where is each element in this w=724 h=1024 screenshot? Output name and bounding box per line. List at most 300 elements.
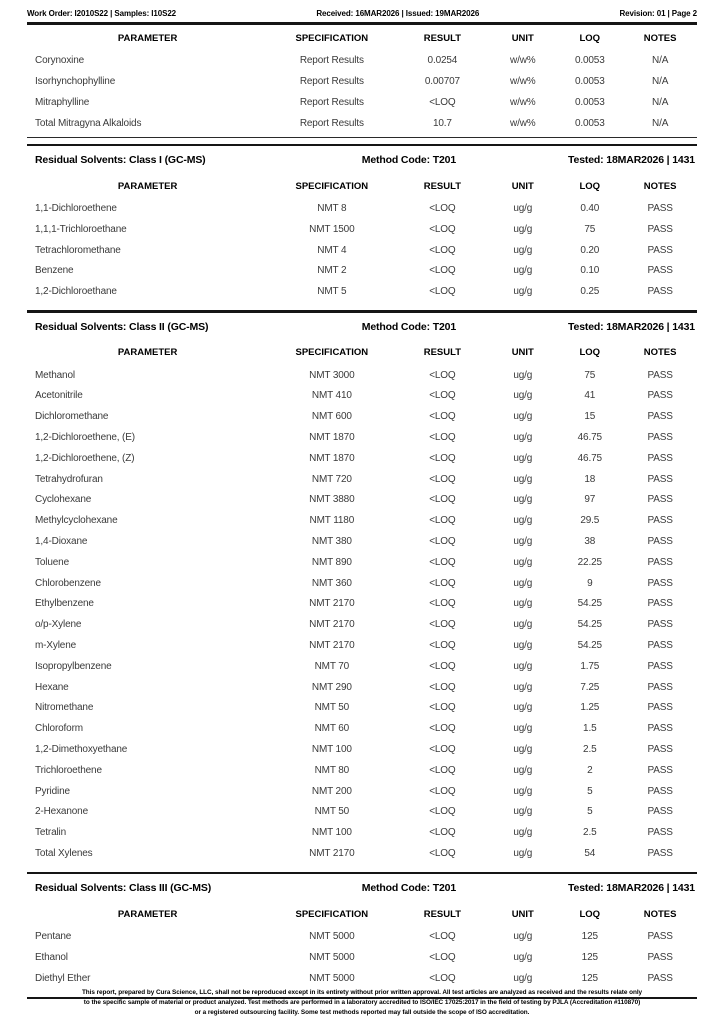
result-cell: <LOQ — [429, 702, 456, 714]
table-row — [27, 822, 697, 843]
notes-cell: PASS — [647, 452, 673, 464]
loq-cell: 54.25 — [577, 639, 602, 651]
notes-cell: PASS — [647, 619, 673, 631]
table-row — [27, 843, 697, 864]
result-cell: <LOQ — [429, 681, 456, 693]
specification-cell: NMT 2170 — [309, 598, 355, 610]
notes-cell: PASS — [647, 702, 673, 714]
unit-cell: ug/g — [513, 535, 533, 547]
notes-cell: PASS — [647, 515, 673, 527]
loq-cell: 97 — [584, 494, 596, 506]
loq-cell: 0.25 — [580, 286, 600, 298]
unit-cell: ug/g — [513, 681, 533, 693]
result-cell: <LOQ — [429, 390, 456, 402]
section-header — [27, 313, 697, 341]
table-row — [27, 760, 697, 781]
specification-cell: NMT 8 — [317, 203, 347, 215]
parameter-cell: Tetrachloromethane — [35, 244, 121, 256]
notes-cell: PASS — [647, 556, 673, 568]
result-cell: <LOQ — [429, 452, 456, 464]
table-row — [27, 510, 697, 531]
specification-cell: NMT 2170 — [309, 847, 355, 859]
column-header-specification: SPECIFICATION — [295, 180, 369, 192]
table-body — [27, 365, 697, 864]
unit-cell: ug/g — [513, 598, 533, 610]
loq-cell: 15 — [584, 411, 596, 423]
notes-cell: PASS — [647, 681, 673, 693]
result-cell: <LOQ — [429, 806, 456, 818]
specification-cell: NMT 200 — [311, 785, 352, 797]
unit-cell: ug/g — [513, 223, 533, 235]
result-cell: <LOQ — [429, 785, 456, 797]
notes-cell: PASS — [647, 598, 673, 610]
table-row — [27, 261, 697, 282]
notes-cell: PASS — [647, 369, 673, 381]
loq-cell: 125 — [581, 951, 598, 963]
result-cell: <LOQ — [429, 515, 456, 527]
loq-cell: 18 — [584, 473, 596, 485]
unit-cell: ug/g — [513, 556, 533, 568]
unit-cell: ug/g — [513, 702, 533, 714]
unit-cell: ug/g — [513, 452, 533, 464]
result-cell: <LOQ — [429, 535, 456, 547]
loq-cell: 0.0053 — [574, 117, 605, 129]
column-header-specification: SPECIFICATION — [295, 33, 369, 44]
loq-cell: 54.25 — [577, 598, 602, 610]
column-header-specification: SPECIFICATION — [295, 347, 369, 359]
specification-cell: NMT 100 — [311, 743, 352, 755]
table-row — [27, 677, 697, 698]
column-header-notes: NOTES — [643, 908, 677, 920]
footer-disclaimer-line: This report, prepared by Cura Science, LLC, shall not be reproduced except in its entirety without prior written approval. All test articles are analyzed as received and the results relate only — [81, 989, 643, 997]
unit-cell: ug/g — [513, 203, 533, 215]
unit-cell: ug/g — [513, 390, 533, 402]
result-cell: <LOQ — [429, 431, 456, 443]
result-cell: 10.7 — [432, 117, 452, 129]
notes-cell: PASS — [647, 265, 673, 277]
column-header-result: RESULT — [423, 33, 462, 44]
loq-cell: 22.25 — [577, 556, 602, 568]
notes-cell: PASS — [647, 723, 673, 735]
notes-cell: PASS — [647, 972, 673, 984]
specification-cell: NMT 360 — [311, 577, 352, 589]
result-cell: <LOQ — [429, 660, 456, 672]
unit-cell: w/w% — [510, 76, 536, 88]
loq-cell: 125 — [581, 972, 598, 984]
specification-cell: NMT 3000 — [309, 369, 355, 381]
specification-cell: NMT 2170 — [309, 639, 355, 651]
table-row — [27, 489, 697, 510]
loq-cell: 0.0053 — [574, 96, 605, 108]
notes-cell: PASS — [647, 203, 673, 215]
loq-cell: 2 — [587, 764, 593, 776]
unit-cell: ug/g — [513, 286, 533, 298]
column-header-row — [27, 341, 697, 365]
unit-cell: ug/g — [513, 827, 533, 839]
column-header-row — [27, 174, 697, 198]
table-row — [27, 593, 697, 614]
result-cell: <LOQ — [429, 369, 456, 381]
loq-cell: 2.5 — [583, 743, 597, 755]
method-code: Method Code: T201 — [361, 154, 457, 167]
table-row — [27, 427, 697, 448]
table-row — [27, 739, 697, 760]
parameter-cell: Chlorobenzene — [35, 577, 101, 589]
parameter-cell: Corynoxine — [35, 55, 85, 67]
unit-cell: ug/g — [513, 660, 533, 672]
column-header-unit: UNIT — [511, 908, 534, 920]
table-row — [27, 469, 697, 490]
unit-cell: ug/g — [513, 265, 533, 277]
page-footer — [12, 988, 712, 1018]
specification-cell: Report Results — [299, 55, 364, 67]
unit-cell: ug/g — [513, 972, 533, 984]
loq-cell: 54.25 — [577, 619, 602, 631]
parameter-cell: Diethyl Ether — [35, 972, 91, 984]
parameter-cell: Mitraphylline — [35, 96, 90, 108]
revision-page-number: Revision: 01 | Page 2 — [619, 9, 697, 18]
received-issued-dates: Received: 16MAR2026 | Issued: 19MAR2026 — [316, 9, 480, 18]
column-header-result: RESULT — [423, 180, 462, 192]
column-header-row — [27, 902, 697, 926]
table-row — [27, 219, 697, 240]
specification-cell: Report Results — [299, 76, 364, 88]
notes-cell: PASS — [647, 244, 673, 256]
parameter-cell: Cyclohexane — [35, 494, 92, 506]
column-header-parameter: PARAMETER — [117, 180, 178, 192]
table-row — [27, 781, 697, 802]
unit-cell: ug/g — [513, 369, 533, 381]
specification-cell: NMT 380 — [311, 535, 352, 547]
unit-cell: ug/g — [513, 764, 533, 776]
table-row — [27, 113, 697, 134]
result-cell: <LOQ — [429, 827, 456, 839]
result-cell: <LOQ — [429, 577, 456, 589]
section-title: Residual Solvents: Class II (GC-MS) — [35, 320, 209, 333]
loq-cell: 29.5 — [580, 515, 600, 527]
column-header-unit: UNIT — [511, 347, 534, 359]
unit-cell: ug/g — [513, 951, 533, 963]
column-header-result: RESULT — [423, 347, 462, 359]
column-header-loq: LOQ — [579, 33, 601, 44]
unit-cell: ug/g — [513, 619, 533, 631]
page-header — [27, 0, 697, 22]
loq-cell: 41 — [584, 390, 596, 402]
result-cell: 0.00707 — [424, 76, 460, 88]
specification-cell: NMT 1870 — [309, 452, 355, 464]
notes-cell: N/A — [652, 55, 669, 67]
parameter-cell: Isopropylbenzene — [35, 660, 112, 672]
parameter-cell: Ethanol — [35, 951, 68, 963]
unit-cell: ug/g — [513, 577, 533, 589]
loq-cell: 0.40 — [580, 203, 600, 215]
loq-cell: 1.75 — [580, 660, 600, 672]
parameter-cell: 1,2-Dichloroethene, (Z) — [35, 452, 135, 464]
table-row — [27, 406, 697, 427]
loq-cell: 0.10 — [580, 265, 600, 277]
parameter-cell: Acetonitrile — [35, 390, 83, 402]
table-row — [27, 718, 697, 739]
tested-datetime: Tested: 18MAR2026 | 1431 — [568, 154, 695, 167]
result-cell: <LOQ — [429, 847, 456, 859]
unit-cell: w/w% — [510, 55, 536, 67]
column-header-parameter: PARAMETER — [117, 33, 178, 44]
loq-cell: 1.5 — [583, 723, 597, 735]
notes-cell: PASS — [647, 390, 673, 402]
result-cell: <LOQ — [429, 972, 456, 984]
section-title: Residual Solvents: Class I (GC-MS) — [35, 154, 206, 167]
table-row — [27, 697, 697, 718]
result-cell: <LOQ — [429, 619, 456, 631]
unit-cell: ug/g — [513, 847, 533, 859]
footer-disclaimer-line: or a registered outsourcing facility. Some test methods reported may fall outside the scope of ISO accreditation. — [194, 1009, 530, 1017]
column-header-notes: NOTES — [643, 180, 677, 192]
loq-cell: 125 — [581, 931, 598, 943]
loq-cell: 46.75 — [577, 452, 602, 464]
section-header — [27, 874, 697, 902]
column-header-notes: NOTES — [643, 347, 677, 359]
parameter-cell: Total Xylenes — [35, 847, 93, 859]
work-order-samples: Work Order: I2010S22 | Samples: I10S22 — [27, 9, 177, 18]
loq-cell: 75 — [584, 369, 596, 381]
unit-cell: ug/g — [513, 473, 533, 485]
unit-cell: ug/g — [513, 723, 533, 735]
parameter-cell: Benzene — [35, 265, 74, 277]
specification-cell: Report Results — [299, 96, 364, 108]
table-row — [27, 614, 697, 635]
table-row — [27, 385, 697, 406]
unit-cell: ug/g — [513, 743, 533, 755]
unit-cell: ug/g — [513, 639, 533, 651]
table-row — [27, 281, 697, 302]
specification-cell: NMT 290 — [311, 681, 352, 693]
specification-cell: NMT 4 — [317, 244, 347, 256]
specification-cell: NMT 50 — [314, 702, 350, 714]
loq-cell: 2.5 — [583, 827, 597, 839]
result-cell: <LOQ — [429, 723, 456, 735]
table-row — [27, 71, 697, 92]
notes-cell: PASS — [647, 660, 673, 672]
parameter-cell: Methylcyclohexane — [35, 515, 118, 527]
notes-cell: PASS — [647, 411, 673, 423]
table-row — [27, 947, 697, 968]
loq-cell: 0.20 — [580, 244, 600, 256]
section-title: Residual Solvents: Class III (GC-MS) — [35, 882, 212, 895]
notes-cell: PASS — [647, 806, 673, 818]
parameter-cell: m-Xylene — [35, 639, 77, 651]
table-row — [27, 968, 697, 989]
specification-cell: NMT 5000 — [309, 931, 355, 943]
notes-cell: PASS — [647, 743, 673, 755]
loq-cell: 9 — [587, 577, 593, 589]
unit-cell: ug/g — [513, 494, 533, 506]
specification-cell: NMT 60 — [314, 723, 350, 735]
column-header-unit: UNIT — [511, 180, 534, 192]
parameter-cell: Total Mitragyna Alkaloids — [35, 117, 142, 129]
table-row — [27, 448, 697, 469]
result-cell: <LOQ — [429, 556, 456, 568]
notes-cell: PASS — [647, 494, 673, 506]
section-header — [27, 146, 697, 174]
method-code: Method Code: T201 — [361, 320, 457, 333]
specification-cell: NMT 5 — [317, 286, 347, 298]
table-body — [27, 198, 697, 302]
column-header-unit: UNIT — [511, 33, 534, 44]
specification-cell: NMT 5000 — [309, 951, 355, 963]
result-cell: <LOQ — [429, 743, 456, 755]
table-row — [27, 552, 697, 573]
parameter-cell: Methanol — [35, 369, 75, 381]
parameter-cell: Ethylbenzene — [35, 598, 94, 610]
parameter-cell: Dichloromethane — [35, 411, 109, 423]
column-header-loq: LOQ — [579, 908, 601, 920]
loq-cell: 46.75 — [577, 431, 602, 443]
column-header-notes: NOTES — [643, 33, 677, 44]
column-header-loq: LOQ — [579, 347, 601, 359]
loq-cell: 75 — [584, 223, 596, 235]
result-cell: <LOQ — [429, 951, 456, 963]
notes-cell: PASS — [647, 431, 673, 443]
unit-cell: ug/g — [513, 431, 533, 443]
notes-cell: PASS — [647, 931, 673, 943]
table-row — [27, 926, 697, 947]
unit-cell: ug/g — [513, 515, 533, 527]
method-code: Method Code: T201 — [361, 882, 457, 895]
specification-cell: NMT 1870 — [309, 431, 355, 443]
tested-datetime: Tested: 18MAR2026 | 1431 — [568, 320, 695, 333]
parameter-cell: Pyridine — [35, 785, 70, 797]
unit-cell: ug/g — [513, 785, 533, 797]
column-header-loq: LOQ — [579, 180, 601, 192]
table-row — [27, 573, 697, 594]
footer-disclaimer-line: to the specific sample of material or product analyzed. Test methods are performed in a laboratory accredited to ISO/IEC 17025:2017 in the field of testing by PJLA (Accreditation #110870) — [83, 999, 641, 1007]
unit-cell: w/w% — [510, 117, 536, 129]
parameter-cell: 2-Hexanone — [35, 806, 88, 818]
specification-cell: NMT 2170 — [309, 619, 355, 631]
parameter-cell: Isorhynchophylline — [35, 76, 116, 88]
loq-cell: 5 — [587, 785, 593, 797]
results-section — [27, 310, 697, 872]
parameter-cell: Toluene — [35, 556, 69, 568]
notes-cell: N/A — [652, 96, 669, 108]
notes-cell: PASS — [647, 473, 673, 485]
loq-cell: 7.25 — [580, 681, 600, 693]
unit-cell: ug/g — [513, 806, 533, 818]
notes-cell: PASS — [647, 639, 673, 651]
table-row — [27, 365, 697, 386]
column-header-result: RESULT — [423, 908, 462, 920]
column-header-parameter: PARAMETER — [117, 347, 178, 359]
notes-cell: PASS — [647, 223, 673, 235]
parameter-cell: Nitromethane — [35, 702, 94, 714]
unit-cell: ug/g — [513, 244, 533, 256]
parameter-cell: 1,2-Dimethoxyethane — [35, 743, 128, 755]
result-cell: <LOQ — [429, 203, 456, 215]
unit-cell: w/w% — [510, 96, 536, 108]
column-header-row — [27, 27, 697, 51]
parameter-cell: Pentane — [35, 931, 72, 943]
tested-datetime: Tested: 18MAR2026 | 1431 — [568, 882, 695, 895]
parameter-cell: o/p-Xylene — [35, 619, 82, 631]
parameter-cell: 1,1-Dichloroethene — [35, 203, 117, 215]
result-cell: <LOQ — [429, 494, 456, 506]
loq-cell: 54 — [584, 847, 596, 859]
notes-cell: PASS — [647, 847, 673, 859]
loq-cell: 0.0053 — [574, 55, 605, 67]
parameter-cell: Tetralin — [35, 827, 67, 839]
table-body — [27, 51, 697, 137]
specification-cell: NMT 3880 — [309, 494, 355, 506]
result-cell: <LOQ — [429, 265, 456, 277]
unit-cell: ug/g — [513, 931, 533, 943]
notes-cell: PASS — [647, 764, 673, 776]
table-row — [27, 198, 697, 219]
unit-cell: ug/g — [513, 411, 533, 423]
specification-cell: NMT 1500 — [309, 223, 355, 235]
loq-cell: 1.25 — [580, 702, 600, 714]
table-row — [27, 240, 697, 261]
table-row — [27, 635, 697, 656]
result-cell: <LOQ — [429, 411, 456, 423]
notes-cell: N/A — [652, 76, 669, 88]
specification-cell: Report Results — [299, 117, 364, 129]
parameter-cell: 1,1,1-Trichloroethane — [35, 223, 127, 235]
specification-cell: NMT 50 — [314, 806, 350, 818]
specification-cell: NMT 890 — [311, 556, 352, 568]
result-cell: <LOQ — [429, 598, 456, 610]
notes-cell: PASS — [647, 577, 673, 589]
specification-cell: NMT 100 — [311, 827, 352, 839]
result-cell: <LOQ — [429, 286, 456, 298]
result-cell: <LOQ — [429, 223, 456, 235]
table-body — [27, 926, 697, 988]
result-cell: <LOQ — [429, 96, 456, 108]
loq-cell: 5 — [587, 806, 593, 818]
notes-cell: PASS — [647, 535, 673, 547]
table-row — [27, 92, 697, 113]
table-row — [27, 51, 697, 72]
table-row — [27, 801, 697, 822]
result-cell: <LOQ — [429, 639, 456, 651]
result-cell: <LOQ — [429, 473, 456, 485]
notes-cell: PASS — [647, 951, 673, 963]
table-row — [27, 531, 697, 552]
specification-cell: NMT 5000 — [309, 972, 355, 984]
result-cell: <LOQ — [429, 931, 456, 943]
specification-cell: NMT 1180 — [309, 515, 355, 527]
specification-cell: NMT 600 — [311, 411, 352, 423]
parameter-cell: Tetrahydrofuran — [35, 473, 103, 485]
result-cell: 0.0254 — [427, 55, 458, 67]
loq-cell: 0.0053 — [574, 76, 605, 88]
specification-cell: NMT 2 — [317, 265, 347, 277]
parameter-cell: 1,2-Dichloroethene, (E) — [35, 431, 135, 443]
result-cell: <LOQ — [429, 764, 456, 776]
notes-cell: PASS — [647, 827, 673, 839]
specification-cell: NMT 70 — [314, 660, 350, 672]
table-row — [27, 656, 697, 677]
parameter-cell: 1,4-Dioxane — [35, 535, 88, 547]
parameter-cell: 1,2-Dichloroethane — [35, 286, 117, 298]
column-header-specification: SPECIFICATION — [295, 908, 369, 920]
parameter-cell: Chloroform — [35, 723, 83, 735]
notes-cell: PASS — [647, 785, 673, 797]
result-cell: <LOQ — [429, 244, 456, 256]
results-section — [27, 144, 697, 310]
report-sections — [27, 25, 697, 997]
results-section — [27, 872, 697, 997]
notes-cell: N/A — [652, 117, 669, 129]
